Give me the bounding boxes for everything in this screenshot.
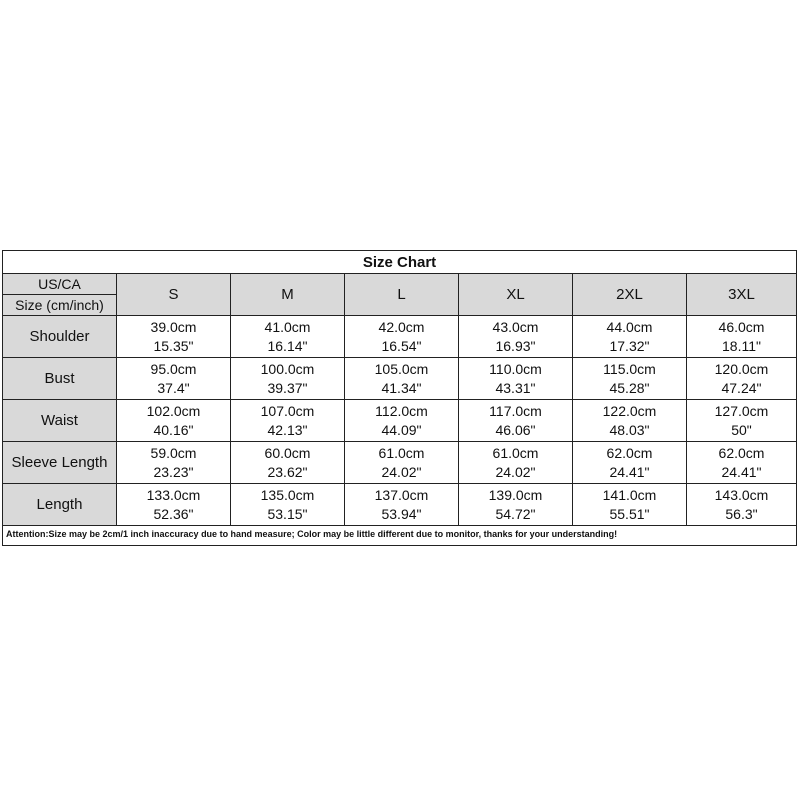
measurement-label: Bust bbox=[3, 358, 117, 400]
measurement-cell bbox=[687, 358, 796, 400]
cm-value: 61.0cm bbox=[378, 445, 425, 461]
inch-value: 16.93" bbox=[495, 338, 536, 354]
inch-value: 24.02" bbox=[495, 464, 536, 480]
measurement-cell bbox=[345, 400, 459, 442]
inch-value: 17.32" bbox=[609, 338, 650, 354]
cm-value: 117.0cm bbox=[489, 403, 542, 419]
inch-value: 48.03" bbox=[609, 422, 650, 438]
cm-value: 62.0cm bbox=[718, 445, 765, 461]
measurement-cell bbox=[573, 358, 687, 400]
cm-value: 62.0cm bbox=[606, 445, 653, 461]
attention-note: Attention:Size may be 2cm/1 inch inaccuracy due to hand measure; Color may be little different due to monitor, thanks for your understanding! bbox=[6, 529, 618, 539]
measurement-cell bbox=[117, 400, 231, 442]
cm-value: 107.0cm bbox=[260, 403, 315, 419]
cm-value: 120.0cm bbox=[714, 361, 769, 377]
inch-value: 39.37" bbox=[267, 380, 308, 396]
corner-unit-label: Size (cm/inch) bbox=[15, 296, 104, 313]
measurement-cell bbox=[231, 316, 345, 358]
inch-value: 50" bbox=[731, 422, 752, 438]
inch-value: 37.4" bbox=[157, 380, 190, 396]
measurement-cell bbox=[459, 358, 573, 400]
size-header: L bbox=[345, 274, 459, 316]
cm-value: 115.0cm bbox=[603, 361, 656, 377]
inch-value: 16.54" bbox=[381, 338, 422, 354]
inch-value: 23.62" bbox=[267, 464, 308, 480]
cm-value: 127.0cm bbox=[714, 403, 769, 419]
measurement-cell bbox=[459, 484, 573, 526]
inch-value: 24.41" bbox=[609, 464, 650, 480]
measurement-label: Shoulder bbox=[3, 316, 117, 358]
cm-value: 100.0cm bbox=[260, 361, 315, 377]
cm-value: 41.0cm bbox=[264, 319, 311, 335]
cm-value: 105.0cm bbox=[374, 361, 429, 377]
cm-value: 133.0cm bbox=[146, 487, 201, 503]
cm-value: 95.0cm bbox=[150, 361, 197, 377]
chart-title: Size Chart bbox=[3, 251, 796, 274]
inch-value: 53.15" bbox=[267, 506, 308, 522]
cm-value: 110.0cm bbox=[489, 361, 542, 377]
inch-value: 23.23" bbox=[153, 464, 194, 480]
inch-value: 53.94" bbox=[381, 506, 422, 522]
cm-value: 39.0cm bbox=[150, 319, 197, 335]
corner-header bbox=[3, 274, 117, 316]
measurement-cell bbox=[117, 358, 231, 400]
cm-value: 143.0cm bbox=[714, 487, 769, 503]
measurement-cell bbox=[345, 484, 459, 526]
cm-value: 135.0cm bbox=[260, 487, 315, 503]
inch-value: 42.13" bbox=[267, 422, 308, 438]
measurement-cell bbox=[459, 442, 573, 484]
measurement-cell bbox=[687, 400, 796, 442]
cm-value: 102.0cm bbox=[146, 403, 201, 419]
inch-value: 45.28" bbox=[609, 380, 650, 396]
measurement-cell bbox=[573, 442, 687, 484]
measurement-cell bbox=[117, 316, 231, 358]
measurement-cell bbox=[117, 442, 231, 484]
size-header: S bbox=[117, 274, 231, 316]
inch-value: 41.34" bbox=[381, 380, 422, 396]
inch-value: 24.02" bbox=[381, 464, 422, 480]
inch-value: 43.31" bbox=[495, 380, 536, 396]
inch-value: 16.14" bbox=[267, 338, 308, 354]
inch-value: 52.36" bbox=[153, 506, 194, 522]
cm-value: 60.0cm bbox=[264, 445, 311, 461]
measurement-cell bbox=[573, 484, 687, 526]
cm-value: 122.0cm bbox=[602, 403, 657, 419]
size-header: M bbox=[231, 274, 345, 316]
size-header: XL bbox=[459, 274, 573, 316]
cm-value: 42.0cm bbox=[378, 319, 425, 335]
inch-value: 46.06" bbox=[495, 422, 536, 438]
cm-value: 43.0cm bbox=[492, 319, 539, 335]
cm-value: 44.0cm bbox=[606, 319, 653, 335]
measurement-cell bbox=[687, 316, 796, 358]
measurement-cell bbox=[459, 316, 573, 358]
cm-value: 46.0cm bbox=[718, 319, 765, 335]
measurement-cell bbox=[459, 400, 573, 442]
size-chart bbox=[2, 250, 797, 546]
cm-value: 139.0cm bbox=[488, 487, 543, 503]
measurement-cell bbox=[573, 316, 687, 358]
cm-value: 61.0cm bbox=[492, 445, 539, 461]
size-header: 2XL bbox=[573, 274, 687, 316]
inch-value: 18.11" bbox=[722, 338, 761, 354]
measurement-label: Waist bbox=[3, 400, 117, 442]
measurement-cell bbox=[231, 484, 345, 526]
measurement-cell bbox=[231, 442, 345, 484]
measurement-cell bbox=[687, 484, 796, 526]
inch-value: 56.3" bbox=[725, 506, 758, 522]
measurement-label: Sleeve Length bbox=[3, 442, 117, 484]
inch-value: 15.35" bbox=[153, 338, 194, 354]
measurement-cell bbox=[687, 442, 796, 484]
cm-value: 59.0cm bbox=[150, 445, 197, 461]
measurement-label: Length bbox=[3, 484, 117, 526]
measurement-cell bbox=[231, 358, 345, 400]
measurement-cell bbox=[573, 400, 687, 442]
size-header: 3XL bbox=[687, 274, 796, 316]
corner-region-label: US/CA bbox=[3, 274, 116, 295]
inch-value: 44.09" bbox=[381, 422, 422, 438]
inch-value: 55.51" bbox=[609, 506, 650, 522]
cm-value: 112.0cm bbox=[375, 403, 428, 419]
measurement-cell bbox=[117, 484, 231, 526]
inch-value: 24.41" bbox=[721, 464, 762, 480]
cm-value: 141.0cm bbox=[602, 487, 657, 503]
inch-value: 54.72" bbox=[495, 506, 536, 522]
measurement-cell bbox=[231, 400, 345, 442]
measurement-cell bbox=[345, 358, 459, 400]
cm-value: 137.0cm bbox=[374, 487, 429, 503]
size-table bbox=[3, 274, 796, 524]
inch-value: 40.16" bbox=[153, 422, 194, 438]
measurement-cell bbox=[345, 442, 459, 484]
measurement-cell bbox=[345, 316, 459, 358]
inch-value: 47.24" bbox=[721, 380, 762, 396]
